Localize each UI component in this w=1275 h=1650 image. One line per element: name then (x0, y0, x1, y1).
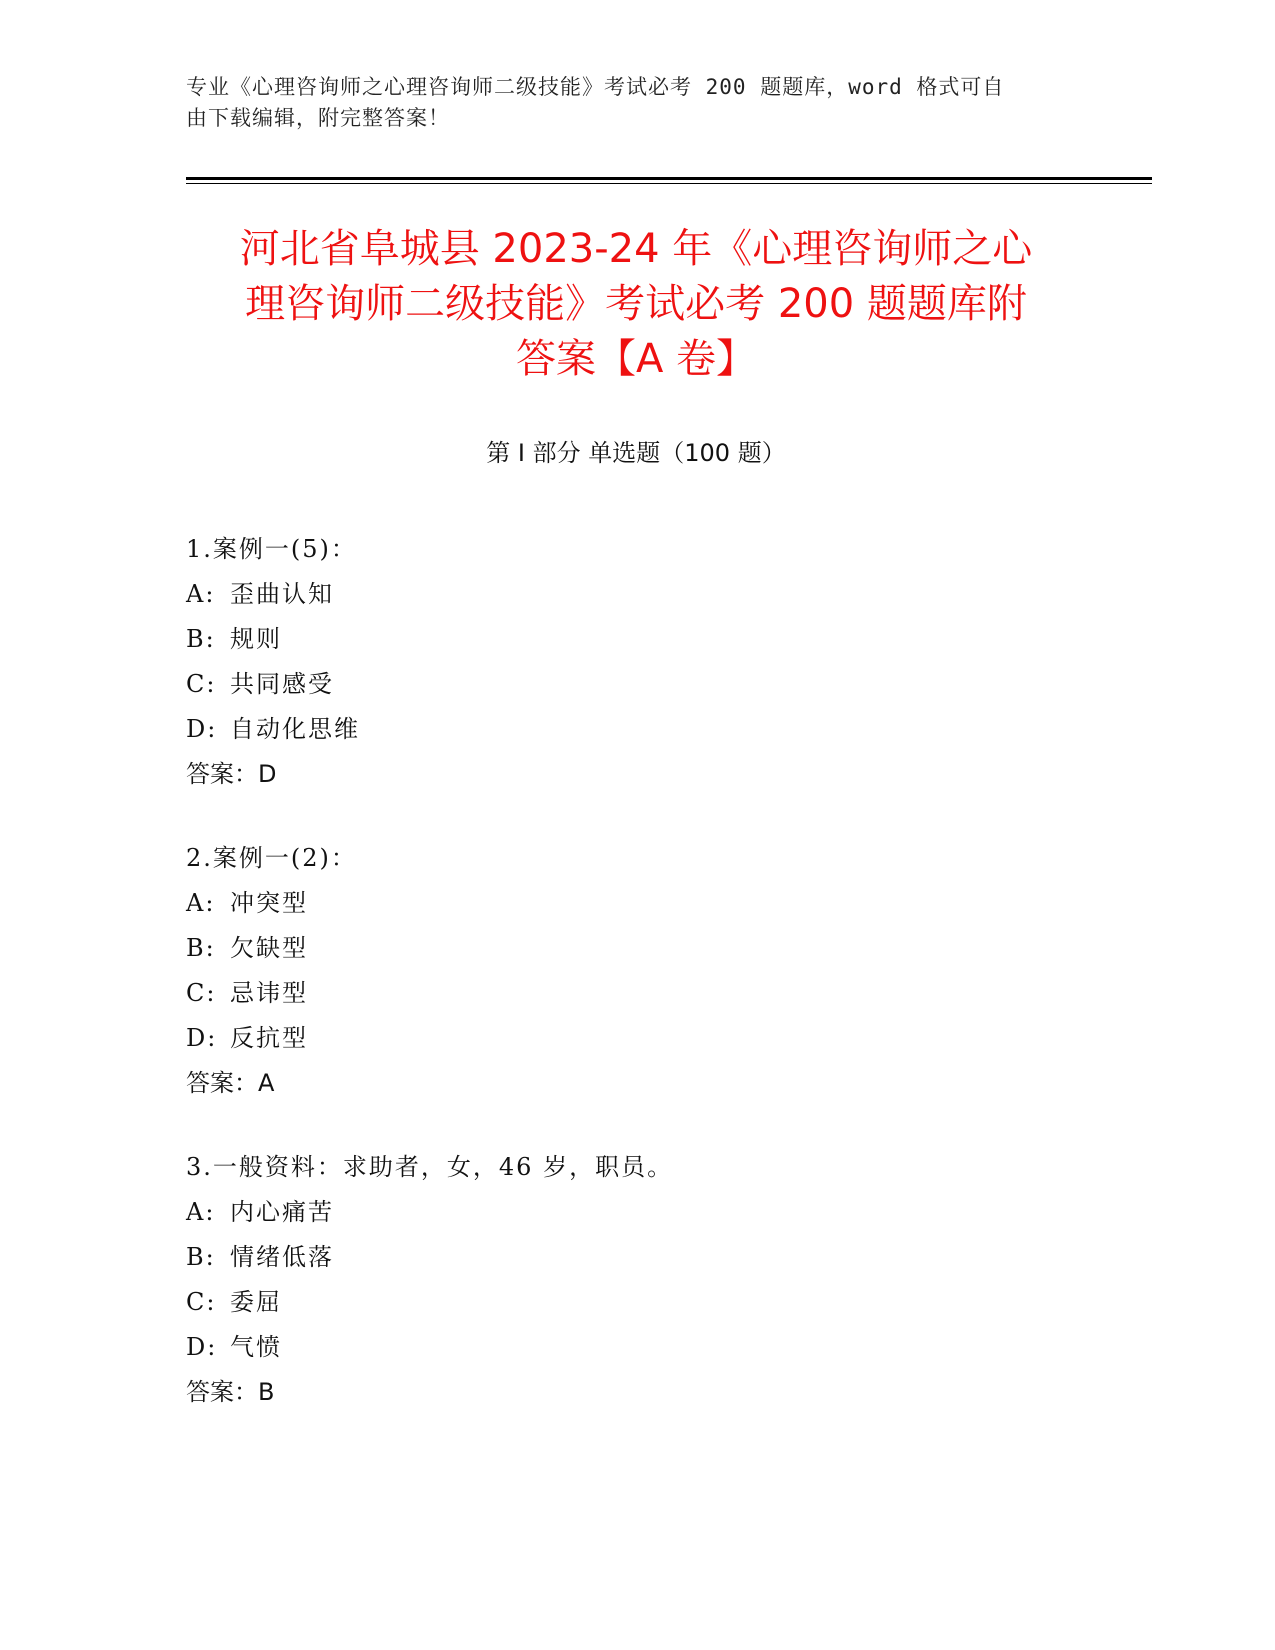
header-note (186, 72, 1066, 134)
option-key: B: (186, 1243, 216, 1271)
option-b (186, 1235, 1086, 1280)
option-a (186, 572, 1086, 617)
question-list (186, 527, 1086, 1454)
option-key: C: (186, 979, 217, 1007)
option-key: B: (186, 934, 216, 962)
option-text: 冲突型 (230, 889, 308, 917)
option-text: 情绪低落 (230, 1243, 334, 1271)
question-stem: 3.一般资料：求助者，女，46 岁，职员。 (186, 1153, 674, 1181)
question-2 (186, 836, 1086, 1106)
option-key: D: (186, 1333, 218, 1361)
option-d (186, 707, 1086, 752)
answer-line: 答案：D (186, 760, 277, 788)
option-text: 反抗型 (230, 1024, 308, 1052)
document-title-line-1: 河北省阜城县 2023-24 年《心理咨询师之心 (239, 226, 1033, 272)
question-3 (186, 1145, 1086, 1415)
option-text: 规则 (230, 625, 282, 653)
header-divider-thin (186, 183, 1152, 184)
option-text: 内心痛苦 (230, 1198, 334, 1226)
option-c (186, 971, 1086, 1016)
option-c (186, 1280, 1086, 1325)
option-d (186, 1325, 1086, 1370)
question-1 (186, 527, 1086, 797)
header-divider-thick (186, 177, 1152, 180)
answer-line: 答案：A (186, 1069, 275, 1097)
option-text: 自动化思维 (230, 715, 360, 743)
option-b (186, 926, 1086, 971)
document-title-line-3: 答案【A 卷】 (515, 336, 757, 382)
header-note-line-1: 专业《心理咨询师之心理咨询师二级技能》考试必考 200 题题库，word 格式可自 (186, 75, 1005, 99)
section-heading: 第 I 部分 单选题（100 题） (486, 439, 786, 467)
question-stem: 2.案例一(2)： (186, 844, 357, 872)
option-key: C: (186, 670, 217, 698)
option-a (186, 1190, 1086, 1235)
question-stem: 1.案例一(5)： (186, 535, 357, 563)
option-text: 气愤 (230, 1333, 282, 1361)
answer-line: 答案：B (186, 1378, 275, 1406)
option-a (186, 881, 1086, 926)
option-c (186, 662, 1086, 707)
document-title (186, 222, 1086, 387)
option-key: B: (186, 625, 216, 653)
option-text: 欠缺型 (230, 934, 308, 962)
option-text: 共同感受 (230, 670, 334, 698)
option-b (186, 617, 1086, 662)
option-text: 委屈 (230, 1288, 282, 1316)
option-key: D: (186, 1024, 218, 1052)
option-key: A: (186, 1198, 216, 1226)
option-text: 忌讳型 (230, 979, 308, 1007)
header-note-line-2: 由下载编辑，附完整答案！ (186, 106, 450, 130)
option-key: A: (186, 580, 216, 608)
option-key: A: (186, 889, 216, 917)
document-title-line-2: 理咨询师二级技能》考试必考 200 题题库附 (245, 281, 1027, 327)
option-key: D: (186, 715, 218, 743)
option-d (186, 1016, 1086, 1061)
option-text: 歪曲认知 (230, 580, 334, 608)
option-key: C: (186, 1288, 217, 1316)
